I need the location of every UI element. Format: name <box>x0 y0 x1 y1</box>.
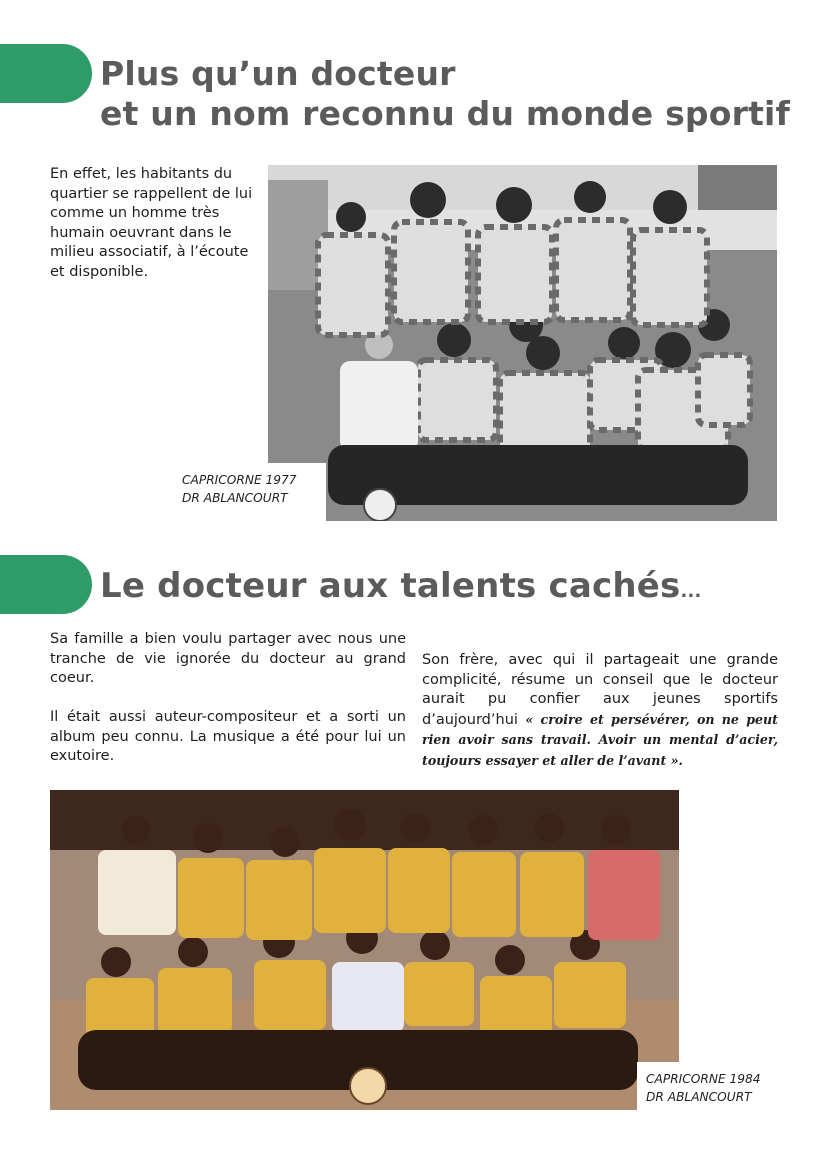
brother-text: Son frère, avec qui il partageait une grande complicité, résume un conseil que le docteur aurait pu confier aux jeunes sportifs d’aujourd’hui <box>422 652 778 728</box>
section-heading-sport <box>100 54 790 134</box>
team-photo-1977-illustration <box>268 165 777 521</box>
section-tab-marker <box>0 555 92 614</box>
brother-quote: « croire et persévérer, on ne peut rien avoir sans travail. Avoir un mental d’acier, toujours essayer et aller de l’avant ». <box>422 711 778 768</box>
team-photo-1977 <box>268 165 777 521</box>
photo-caption-1984 <box>637 1062 787 1114</box>
caption-person: DR ABLANCOURT <box>182 491 288 505</box>
caption-team-year: CAPRICORNE 1984 <box>646 1072 761 1086</box>
paragraph-family: Sa famille a bien voulu partager avec nous une tranche de vie ignorée du docteur au grand coeur. <box>50 631 406 686</box>
section-heading-talents <box>100 564 702 614</box>
heading-ellipsis: ... <box>680 581 702 602</box>
team-photo-1984-illustration <box>50 790 679 1110</box>
team-photo-1984 <box>50 790 679 1110</box>
heading-text: Le docteur aux talents cachés <box>100 566 681 606</box>
heading-line-2: et un nom reconnu du monde sportif <box>100 94 791 133</box>
left-column <box>50 630 406 786</box>
paragraph-music: Il était aussi auteur-compositeur et a sorti un album peu connu. La musique a été pour lui un exutoire. <box>50 709 406 764</box>
heading-line-1: Plus qu’un docteur <box>100 54 456 93</box>
intro-paragraph: En effet, les habitants du quartier se rappellent de lui comme un homme très humain oeuvrant dans le milieu associatif, à l’écoute et disponible. <box>50 166 253 280</box>
caption-person: DR ABLANCOURT <box>646 1090 752 1104</box>
caption-team-year: CAPRICORNE 1977 <box>182 473 297 487</box>
paragraph-brother <box>422 651 778 771</box>
section-tab-marker <box>0 44 92 103</box>
photo-caption-1977 <box>172 463 326 525</box>
